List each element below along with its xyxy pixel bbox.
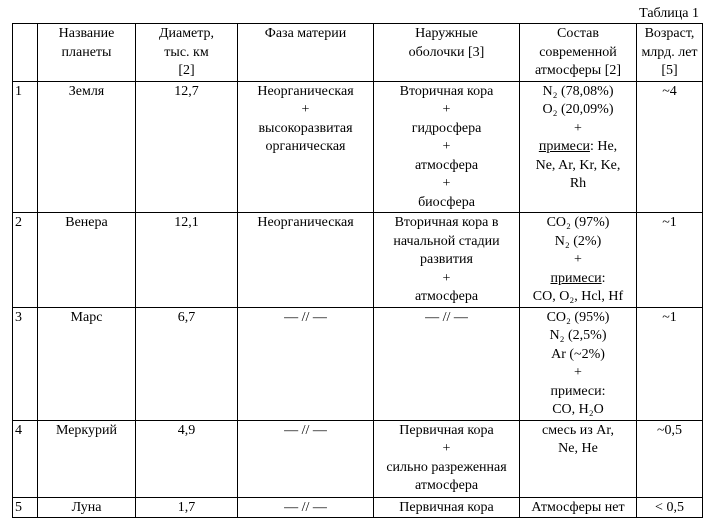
atmosphere-composition: Атмосферы нет xyxy=(520,497,637,518)
table-row xyxy=(13,497,703,518)
header-age: Возраст, млрд. лет [5] xyxy=(637,24,703,82)
atmosphere-composition: N₂ (78,08%) O₂ (20,09%) + примеси: He, Ne, Ar, Kr, Ke, Rh xyxy=(520,81,637,213)
header-phase: Фаза материи xyxy=(238,24,374,82)
planet-age: ~0,5 xyxy=(637,420,703,497)
planet-diameter: 6,7 xyxy=(136,307,238,420)
outer-shells: — // — xyxy=(374,307,520,420)
table-row xyxy=(13,420,703,497)
planet-name: Меркурий xyxy=(38,420,136,497)
planet-name: Земля xyxy=(38,81,136,213)
table-header-row xyxy=(13,24,703,82)
planet-age: ~1 xyxy=(637,307,703,420)
header-shells: Наружные оболочки [3] xyxy=(374,24,520,82)
planet-age: ~1 xyxy=(637,213,703,308)
table-caption: Таблица 1 xyxy=(639,6,699,21)
outer-shells: Первичная кора + сильно разреженная атмосфера xyxy=(374,420,520,497)
header-name: Название планеты xyxy=(38,24,136,82)
outer-shells: Вторичная кора + гидросфера + атмосфера + биосфера xyxy=(374,81,520,213)
matter-phase: — // — xyxy=(238,497,374,518)
planet-name: Венера xyxy=(38,213,136,308)
header-atmosphere: Состав современной атмосферы [2] xyxy=(520,24,637,82)
matter-phase: Неорганическая xyxy=(238,213,374,308)
outer-shells: Первичная кора xyxy=(374,497,520,518)
atmosphere-composition: смесь из Ar, Ne, He xyxy=(520,420,637,497)
planet-diameter: 1,7 xyxy=(136,497,238,518)
header-num xyxy=(13,24,38,82)
table-row xyxy=(13,81,703,213)
row-number: 3 xyxy=(13,307,38,420)
row-number: 1 xyxy=(13,81,38,213)
planet-diameter: 12,1 xyxy=(136,213,238,308)
planet-age: ~4 xyxy=(637,81,703,213)
matter-phase: — // — xyxy=(238,420,374,497)
matter-phase: — // — xyxy=(238,307,374,420)
planet-age: < 0,5 xyxy=(637,497,703,518)
matter-phase: Неорганическая + высокоразвитая органическая xyxy=(238,81,374,213)
row-number: 5 xyxy=(13,497,38,518)
row-number: 2 xyxy=(13,213,38,308)
planet-diameter: 12,7 xyxy=(136,81,238,213)
planet-name: Марс xyxy=(38,307,136,420)
header-diameter: Диаметр, тыс. км [2] xyxy=(136,24,238,82)
row-number: 4 xyxy=(13,420,38,497)
atmosphere-composition: CO₂ (97%) N₂ (2%) + примеси: CO, O₂, Hcl, Hf xyxy=(520,213,637,308)
outer-shells: Вторичная кора в начальной стадии развития + атмосфера xyxy=(374,213,520,308)
planet-name: Луна xyxy=(38,497,136,518)
table-row xyxy=(13,213,703,308)
table-row xyxy=(13,307,703,420)
planet-diameter: 4,9 xyxy=(136,420,238,497)
atmosphere-composition: CO₂ (95%) N₂ (2,5%) Ar (~2%) + примеси: CO, H₂O xyxy=(520,307,637,420)
planets-table xyxy=(12,23,703,518)
